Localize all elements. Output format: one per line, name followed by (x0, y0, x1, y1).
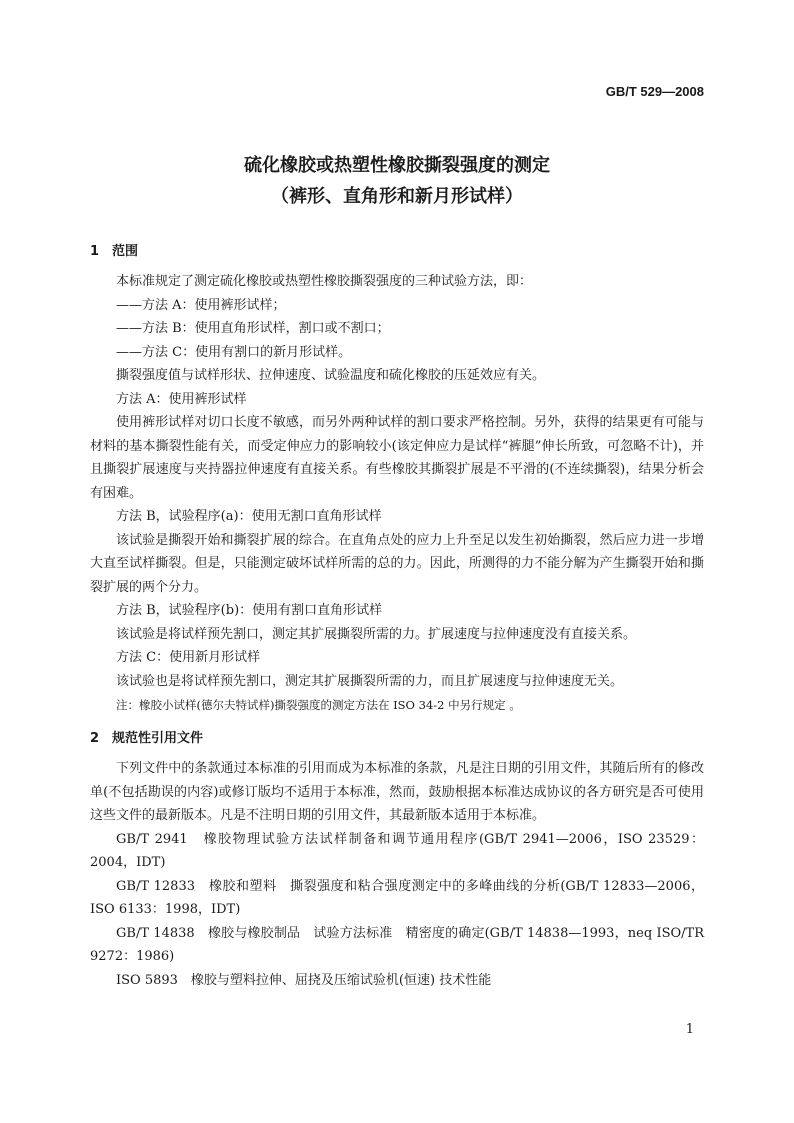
section-2-heading (90, 727, 704, 751)
paragraph: 该试验是撕裂开始和撕裂扩展的综合。在直角点处的应力上升至足以发生初始撕裂，然后应力进一步增大直至试样撕裂。但是，只能测定破坏试样所需的总的力。因此，所测得的力不能分解为产生撕裂开始和撕裂扩展的两个分力。 (90, 532, 704, 595)
reference-item: ISO 5893 橡胶与塑料拉伸、屈挠及压缩试验机(恒速) 技术性能 (116, 972, 492, 988)
list-item: ——方法 C：使用有割口的新月形试样。 (116, 344, 352, 360)
section-number: 2 (90, 731, 100, 746)
method-subheading: 方法 C：使用新月形试样 (116, 650, 261, 665)
page-number: 1 (685, 1022, 694, 1037)
reference-item: GB/T 12833 橡胶和塑料 撕裂强度和粘合强度测定中的多峰曲线的分析(GB/T 12833—2006，ISO 6133：1998，IDT) (90, 878, 704, 917)
section-title: 规范性引用文件 (112, 731, 204, 746)
method-subheading: 方法 B，试验程序(b)：使用有割口直角形试样 (116, 603, 383, 618)
list-item: ——方法 B：使用直角形试样，割口或不割口； (116, 321, 390, 336)
method-subheading: 方法 B，试验程序(a)：使用无割口直角形试样 (116, 509, 382, 524)
title-line-1: 硫化橡胶或热塑性橡胶撕裂强度的测定 (244, 155, 550, 176)
section-title: 范围 (112, 244, 139, 259)
paragraph: 本标准规定了测定硫化橡胶或热塑性橡胶撕裂强度的三种试验方法，即： (116, 274, 533, 289)
list-item: ——方法 A：使用裤形试样； (116, 297, 286, 313)
reference-item: GB/T 2941 橡胶物理试验方法试样制备和调节通用程序(GB/T 2941—2006，ISO 23529：2004，IDT) (90, 831, 704, 870)
paragraph: 该试验也是将试样预先割口，测定其扩展撕裂所需的力，而且扩展速度与拉伸速度无关。 (116, 673, 624, 689)
title-line-2: （裤形、直角形和新月形试样） (271, 186, 523, 207)
paragraph: 该试验是将试样预先割口，测定其扩展撕裂所需的力。扩展速度与拉伸速度没有直接关系。 (116, 626, 637, 642)
method-subheading: 方法 A：使用裤形试样 (116, 391, 247, 407)
note: 注：橡胶小试样(德尔夫特试样)撕裂强度的测定方法在 ISO 34-2 中另行规定 。 (116, 698, 521, 712)
document-body (90, 240, 704, 992)
paragraph: 撕裂强度值与试样形状、拉伸速度、试验温度和硫化橡胶的压延效应有关。 (116, 368, 546, 383)
section-1-heading (90, 240, 704, 264)
section-number: 1 (90, 244, 100, 259)
reference-item: GB/T 14838 橡胶与橡胶制品 试验方法标准 精密度的确定(GB/T 14838—1993，neq ISO/TR 9272：1986) (90, 925, 704, 964)
paragraph: 下列文件中的条款通过本标准的引用而成为本标准的条款，凡是注日期的引用文件，其随后所有的修改单(不包括勘误的内容)或修订版均不适用于本标准，然而，鼓励根据本标准达成协议的各方研究是否可使用这些文件的最新版本。凡是不注明日期的引用文件，其最新版本适用于本标准。 (90, 761, 704, 823)
document-title (0, 150, 794, 212)
standard-code: GB/T 529—2008 (605, 84, 704, 99)
paragraph: 使用裤形试样对切口长度不敏感，而另外两种试样的割口要求严格控制。另外，获得的结果更有可能与材料的基本撕裂性能有关，而受定伸应力的影响较小(该定伸应力是试样“裤腿”伸长所致，可忽略不计)，并且撕裂扩展速度与夹持器拉伸速度有直接关系。有些橡胶其撕裂扩展是不平滑的(不连续撕裂)，结果分析会有困难。 (90, 415, 704, 501)
